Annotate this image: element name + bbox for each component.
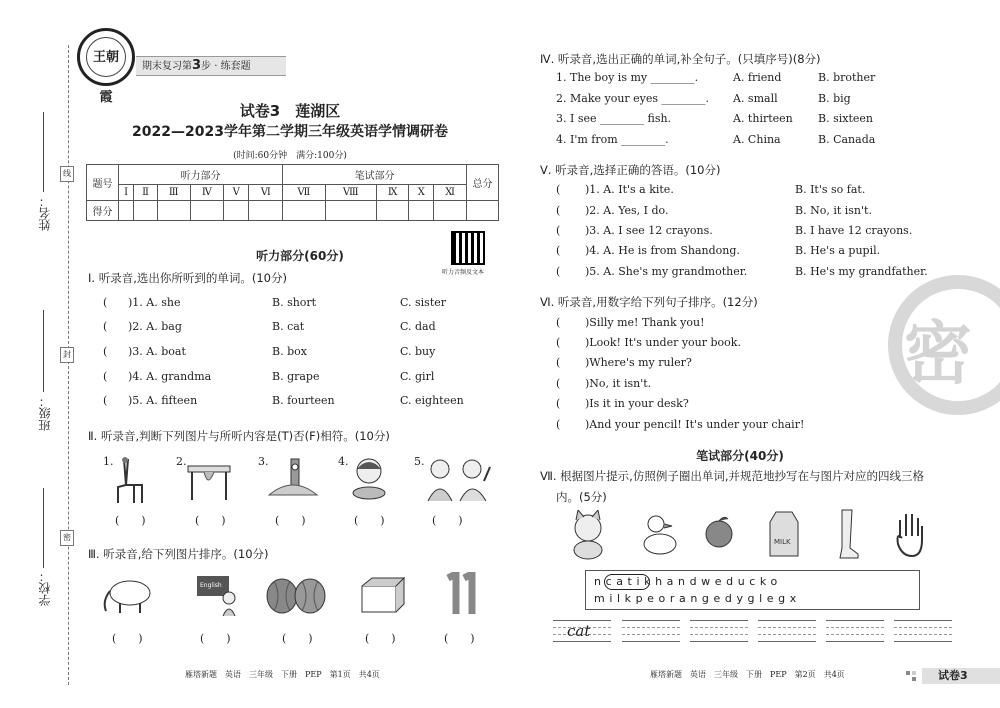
s1-item-5-c: C. eighteen (400, 394, 464, 407)
letter-row-2: milkpeorangedyglegx (594, 592, 801, 605)
school-label: 学校： (38, 570, 52, 606)
table-numeral: Ⅵ (249, 185, 283, 200)
name-label: 姓名： (38, 195, 52, 231)
s5-item-1-a: )1. A. It's a kite. (585, 183, 674, 196)
s4-item-4-q: 4. I'm from ________. (556, 133, 669, 146)
s1-item-4-c: C. girl (400, 370, 435, 383)
paren-open: ( (103, 296, 108, 309)
milk-label: MILK (774, 538, 791, 546)
letter-row-1: ncatikhandweducko (594, 575, 782, 588)
orange-icon (704, 515, 734, 549)
s5-item-2-b: B. No, it isn't. (795, 204, 872, 217)
leg-icon (832, 508, 862, 560)
writing-grid-cat[interactable] (553, 620, 611, 642)
s1-item-1-c: C. sister (400, 296, 447, 309)
s4-item-4-a: A. China (733, 133, 781, 146)
s6-item-6: )And your pencil! It's under your chair! (585, 418, 805, 431)
paren-open: ( (556, 204, 561, 217)
writing-grid-milk[interactable] (758, 620, 816, 642)
s2-answer-4[interactable]: ( ) (354, 514, 385, 527)
qr-caption: 听力音频及文本 (442, 269, 485, 276)
section-4-title: Ⅳ. 听录音,选出正确的单词,补全句子。(只填序号)(8分) (540, 52, 821, 66)
s6-item-5: )Is it in your desk? (585, 397, 689, 410)
example-word: cat (567, 622, 591, 640)
seal-tag-seal: 封 (60, 347, 74, 363)
s5-item-5-b: B. He's my grandfather. (795, 265, 928, 278)
score-cell[interactable] (157, 200, 190, 220)
section-6-title: Ⅵ. 听录音,用数字给下列句子排序。(12分) (540, 295, 758, 309)
brand-logo (77, 28, 135, 105)
paper-tag: 试卷3 (922, 668, 1000, 684)
s3-answer-3[interactable]: ( ) (282, 632, 313, 645)
elephant-icon (100, 575, 156, 615)
writing-grid-hand[interactable] (894, 620, 952, 642)
class-label: 班级： (38, 395, 52, 431)
s1-item-5-a: )5. A. fifteen (128, 394, 198, 407)
s1-item-1-b: B. short (272, 296, 317, 309)
s5-item-4-b: B. He's a pupil. (795, 244, 881, 257)
section-7-title-line2: 内。(5分) (556, 490, 607, 504)
footer-page-1: 雁塔新题 英语 三年级 下册 PEP 第1页 共4页 (185, 670, 380, 679)
paren-open: ( (103, 370, 108, 383)
brand-logo-text: 王朝霞 (86, 37, 126, 77)
paren-open: ( (103, 394, 108, 407)
giraffe-icon (112, 455, 152, 505)
example-circle (604, 574, 650, 590)
score-cell[interactable] (325, 200, 376, 220)
desk-icon (186, 462, 232, 502)
paper-meta: (时间:60分钟 满分:100分) (233, 151, 347, 161)
s2-answer-2[interactable]: ( ) (195, 514, 226, 527)
seal-tag-line: 线 (60, 166, 74, 182)
binding-line (68, 45, 69, 685)
score-cell[interactable] (190, 200, 224, 220)
watermelons-icon (264, 576, 330, 616)
paren-open: ( (556, 397, 561, 410)
table-numeral: Ⅹ (409, 185, 434, 200)
paren-open: ( (556, 244, 561, 257)
ribbon-suffix: 步 · 练套题 (201, 61, 251, 72)
s4-item-4-b: B. Canada (818, 133, 876, 146)
section-1-title: Ⅰ. 听录音,选出你所听到的单词。(10分) (88, 271, 287, 285)
table-numeral: Ⅰ (119, 185, 134, 200)
s2-num-3: 3. (258, 455, 269, 468)
s2-num-1: 1. (103, 455, 114, 468)
s1-item-4-a: )4. A. grandma (128, 370, 212, 383)
corner-squares-icon (906, 671, 916, 681)
two-people-icon (424, 457, 494, 503)
score-cell[interactable] (119, 200, 134, 220)
s1-item-4-b: B. grape (272, 370, 320, 383)
writing-grid-leg[interactable] (826, 620, 884, 642)
table-header-listening: 听力部分 (119, 165, 283, 185)
box-icon (358, 576, 408, 614)
paren-open: ( (556, 224, 561, 237)
table-numeral: Ⅳ (190, 185, 224, 200)
paper-subtitle: 2022—2023学年第二学期三年级英语学情调研卷 (132, 124, 448, 140)
s1-item-1-a: )1. A. she (128, 296, 181, 309)
qr-code-icon[interactable] (451, 231, 485, 265)
table-numeral: Ⅴ (224, 185, 249, 200)
cat-icon (566, 510, 610, 560)
score-table (86, 164, 499, 221)
section-5-title: Ⅴ. 听录音,选择正确的答语。(10分) (540, 163, 721, 177)
s5-item-3-b: B. I have 12 crayons. (795, 224, 913, 237)
ribbon-num: 3 (192, 58, 202, 73)
s2-answer-1[interactable]: ( ) (115, 514, 146, 527)
score-cell[interactable] (376, 200, 409, 220)
table-header-total: 总分 (467, 165, 499, 201)
s3-answer-4[interactable]: ( ) (365, 632, 396, 645)
s2-num-5: 5. (414, 455, 425, 468)
listening-title: 听力部分(60分) (256, 249, 344, 263)
paren-open: ( (103, 320, 108, 333)
score-cell[interactable] (249, 200, 283, 220)
review-ribbon (136, 56, 286, 76)
table-header-tihao: 题号 (87, 165, 119, 201)
s4-item-1-a: A. friend (733, 71, 782, 84)
s4-item-1-b: B. brother (818, 71, 876, 84)
table-numeral: Ⅸ (376, 185, 409, 200)
school-blank (43, 488, 44, 568)
girl-eating-icon (345, 455, 393, 501)
s1-item-2-c: C. dad (400, 320, 436, 333)
s1-item-3-c: C. buy (400, 345, 436, 358)
score-cell[interactable] (134, 200, 158, 220)
table-numeral: Ⅺ (434, 185, 467, 200)
s4-item-2-q: 2. Make your eyes ________. (556, 92, 710, 105)
section-2-title: Ⅱ. 听录音,判断下列图片与所听内容是(T)否(F)相符。(10分) (88, 429, 390, 443)
seal-tag-secret: 密 (60, 530, 74, 546)
class-blank (43, 310, 44, 392)
score-cell[interactable] (283, 200, 326, 220)
writing-title: 笔试部分(40分) (696, 449, 784, 463)
table-numeral: Ⅶ (283, 185, 326, 200)
section-3-title: Ⅲ. 听录音,给下列图片排序。(10分) (88, 547, 269, 561)
s5-item-1-b: B. It's so fat. (795, 183, 866, 196)
s5-item-3-a: )3. A. I see 12 crayons. (585, 224, 713, 237)
s3-answer-2[interactable]: ( ) (200, 632, 231, 645)
s6-item-3: )Where's my ruler? (585, 356, 692, 369)
paren-open: ( (556, 265, 561, 278)
s4-item-3-a: A. thirteen (733, 112, 793, 125)
s4-item-2-a: A. small (733, 92, 778, 105)
paren-open: ( (556, 316, 561, 329)
s4-item-3-b: B. sixteen (818, 112, 873, 125)
score-cell[interactable] (224, 200, 249, 220)
s6-item-2: )Look! It's under your book. (585, 336, 741, 349)
s2-answer-3[interactable]: ( ) (275, 514, 306, 527)
paren-open: ( (556, 336, 561, 349)
section-7-title-line1: Ⅶ. 根据图片提示,仿照例子圈出单词,并规范地抄写在与图片对应的四线三格 (540, 469, 924, 483)
teacher-blackboard-icon (195, 572, 241, 618)
name-blank (43, 112, 44, 192)
s2-answer-5[interactable]: ( ) (432, 514, 463, 527)
writing-grid-duck[interactable] (622, 620, 680, 642)
writing-grid-orange[interactable] (690, 620, 748, 642)
ribbon-prefix: 期末复习第 (142, 61, 192, 72)
paren-open: ( (556, 377, 561, 390)
score-cell[interactable] (434, 200, 467, 220)
score-cell[interactable] (467, 200, 499, 220)
s2-num-2: 2. (176, 455, 187, 468)
footer-page-2: 雁塔新题 英语 三年级 下册 PEP 第2页 共4页 (650, 670, 845, 679)
s3-answer-5[interactable]: ( ) (444, 632, 475, 645)
s1-item-5-b: B. fourteen (272, 394, 335, 407)
paren-open: ( (103, 345, 108, 358)
s4-item-2-b: B. big (818, 92, 851, 105)
secret-seal-char: 密 (904, 315, 973, 394)
s5-item-5-a: )5. A. She's my grandmother. (585, 265, 748, 278)
duck-icon (640, 512, 680, 558)
s4-item-1-q: 1. The boy is my ________. (556, 71, 699, 84)
paren-open: ( (556, 183, 561, 196)
milk-carton-icon (766, 508, 802, 558)
board-text: English (200, 582, 222, 589)
paper-title: 试卷3 莲湖区 (239, 102, 341, 120)
table-numeral: Ⅷ (325, 185, 376, 200)
tower-landscape-icon (267, 455, 319, 501)
s5-item-2-a: )2. A. Yes, I do. (585, 204, 669, 217)
table-header-writing: 笔试部分 (283, 165, 467, 185)
s1-item-3-a: )3. A. boat (128, 345, 186, 358)
table-numeral: Ⅲ (157, 185, 190, 200)
score-cell[interactable] (409, 200, 434, 220)
number-eleven-icon (440, 572, 480, 616)
s2-num-4: 4. (338, 455, 349, 468)
table-row-label-score: 得分 (87, 200, 119, 220)
s5-item-4-a: )4. A. He is from Shandong. (585, 244, 740, 257)
table-numeral: Ⅱ (134, 185, 158, 200)
s1-item-3-b: B. box (272, 345, 307, 358)
word-search-grid[interactable] (585, 570, 920, 610)
s6-item-1: )Silly me! Thank you! (585, 316, 705, 329)
s1-item-2-b: B. cat (272, 320, 305, 333)
paren-open: ( (556, 418, 561, 431)
s3-answer-1[interactable]: ( ) (112, 632, 143, 645)
s4-item-3-q: 3. I see ________ fish. (556, 112, 672, 125)
s6-item-4: )No, it isn't. (585, 377, 652, 390)
hand-icon (894, 510, 928, 558)
s1-item-2-a: )2. A. bag (128, 320, 182, 333)
paren-open: ( (556, 356, 561, 369)
